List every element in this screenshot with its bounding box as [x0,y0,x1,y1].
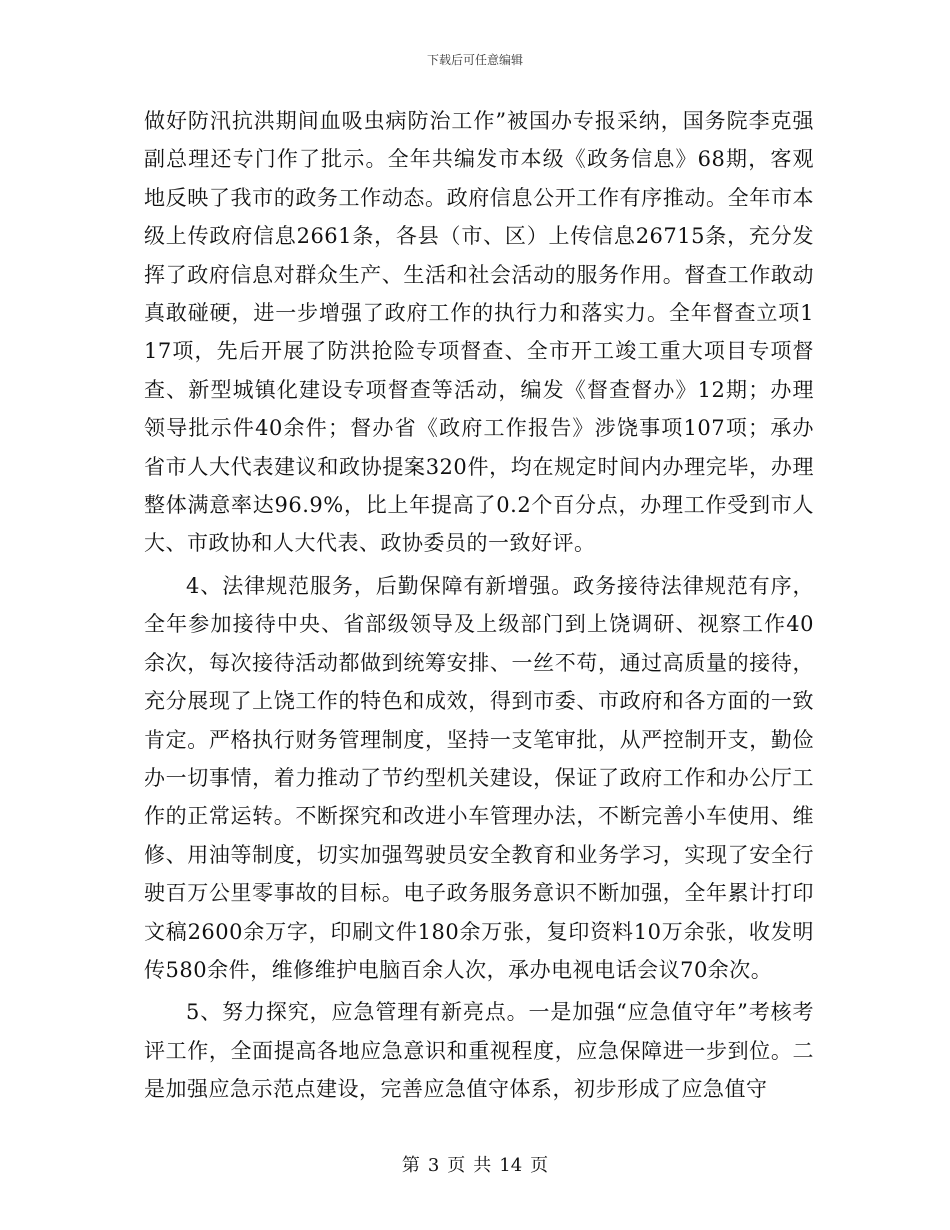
total-suffix: 页 [530,1155,549,1176]
paragraph-section-4: 4、法律规范服务，后勤保障有新增强。政务接待法律规范有序，全年参加接待中央、省部级领导及上级部门到上饶调研、视察工作40余次，每次接待活动都做到统筹安排、一丝不苟，通过高质量的接待，充分展现了上饶工作的特色和成效，得到市委、市政府和各方面的一致肯定。严格执行财务管理制度，坚持一支笔审批，从严控制开支，勤俭办一切事情，着力推动了节约型机关建设，保证了政府工作和办公厅工作的正常运转。不断探究和改进小车管理办法，不断完善小车使用、维修、用油等制度，切实加强驾驶员安全教育和业务学习，实现了安全行驶百万公里零事故的目标。电子政务服务意识不断加强，全年累计打印文稿2600余万字，印刷文件180余万张，复印资料10万余张，收发明传580余件，维修维护电脑百余人次，承办电视电话会议70余次。 [144,573,814,982]
current-page-number: 3 [427,1155,440,1176]
paragraph-continued: 做好防汛抗洪期间血吸虫病防治工作”被国办专报采纳，国务院李克强副总理还专门作了批示。全年共编发市本级《政务信息》68期，客观地反映了我市的政务工作动态。政府信息公开工作有序推动。全年市本级上传政府信息2661条，各县（市、区）上传信息26715条，充分发挥了政府信息对群众生产、生活和社会活动的服务作用。督查工作敢动真敢碰硬，进一步增强了政府工作的执行力和落实力。全年督查立项117项，先后开展了防洪抢险专项督查、全市开工竣工重大项目专项督查、新型城镇化建设专项督查等活动，编发《督查督办》12期；办理领导批示件40余件；督办省《政府工作报告》涉饶事项107项；承办省市人大代表建议和政协提案320件，均在规定时间内办理完毕，办理整体满意率达96.9%，比上年提高了0.2个百分点，办理工作受到市人大、市政协和人大代表、政协委员的一致好评。 [144,109,814,556]
page-footer [0,1155,950,1177]
page-mid: 页 [447,1155,466,1176]
document-body [144,102,814,1109]
paragraph-section-5: 5、努力探究，应急管理有新亮点。一是加强“应急值守年”考核考评工作，全面提高各地应急意识和重视程度，应急保障进一步到位。二是加强应急示范点建设，完善应急值守体系，初步形成了应急值守 [144,1000,814,1102]
page-header-note: 下载后可任意编辑 [426,53,523,67]
total-page-count: 14 [499,1155,523,1176]
page-prefix: 第 [401,1155,420,1176]
total-prefix: 共 [473,1155,492,1176]
